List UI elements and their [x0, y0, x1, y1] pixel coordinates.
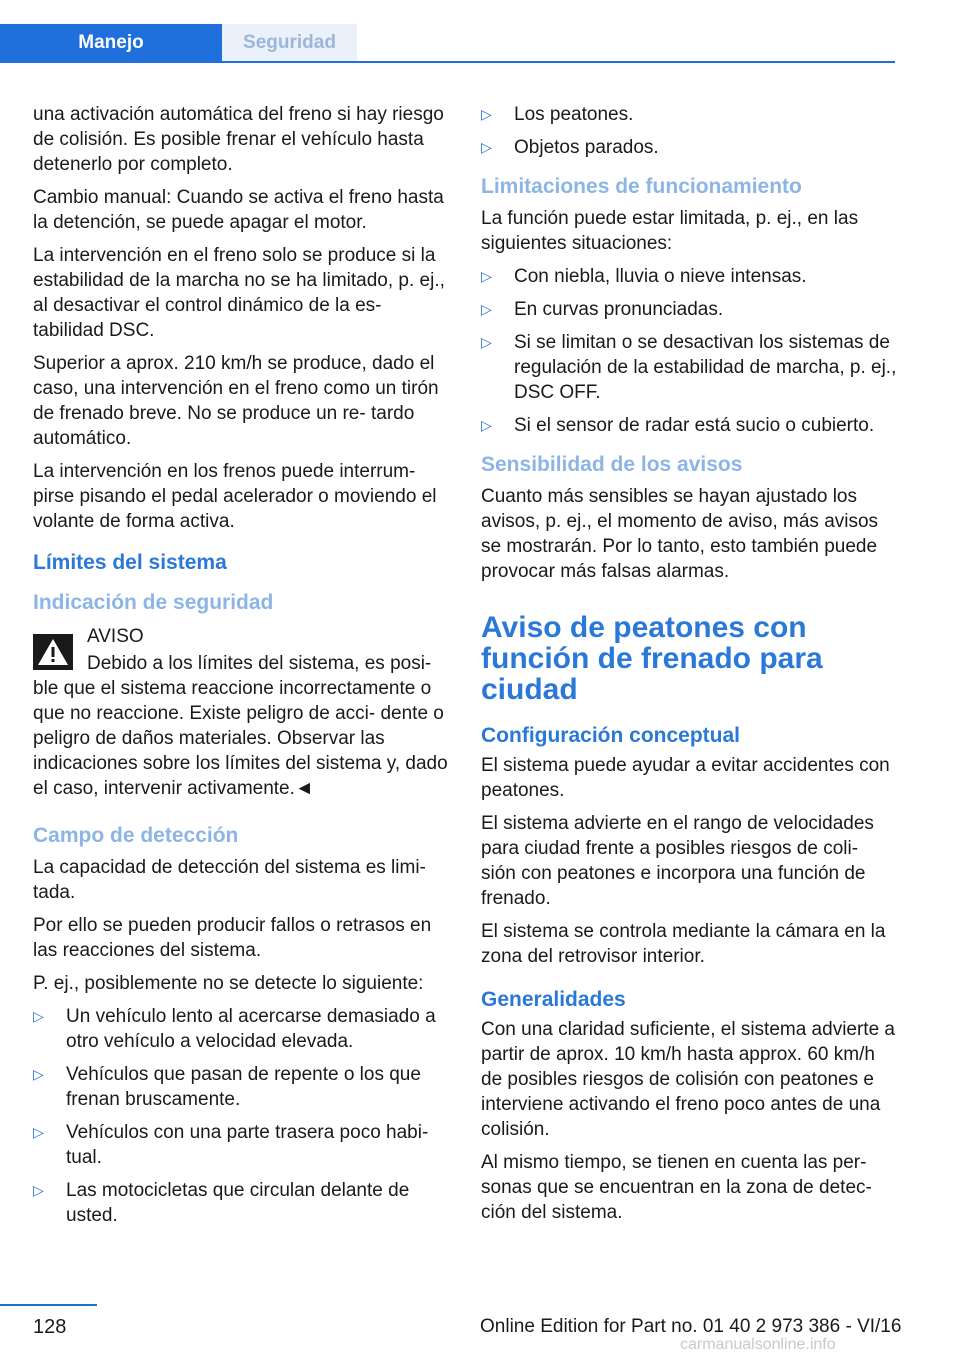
header-tabs: [0, 24, 895, 63]
list-item-text: Las motocicletas que circulan delante de usted.: [66, 1180, 410, 1226]
list-item-text: En curvas pronunciadas.: [514, 299, 724, 320]
triangle-bullet-icon: ▷: [481, 334, 492, 350]
triangle-bullet-icon: ▷: [481, 268, 492, 284]
warning-box: [33, 624, 449, 649]
heading-limitations: Limitaciones de funcionamiento: [481, 175, 802, 198]
paragraph: El sistema puede ayudar a evitar accidentes con peatones.: [481, 755, 890, 801]
list-item-text: Vehículos con una parte trasera poco habi‐ tual.: [66, 1122, 429, 1168]
paragraph: Cuanto más sensibles se hayan ajustado los avisos, p. ej., el momento de aviso, más avisos se mostrarán. Por lo tanto, esto también puede provocar más falsas alarmas.: [481, 486, 879, 582]
edition-text: Online Edition for Part no. 01 40 2 973 386 - VI/16: [480, 1316, 902, 1337]
list-item-text: Si el sensor de radar está sucio o cubierto.: [514, 415, 875, 436]
tab-manejo[interactable]: Manejo: [0, 24, 222, 61]
heading-system-limits: Límites del sistema: [33, 551, 227, 574]
heading-general: Generalidades: [481, 988, 626, 1011]
paragraph: Superior a aprox. 210 km/h se produce, dado el caso, una intervención en el freno como un tirón de frenado breve. No se produce un re‐ tardo automático.: [33, 353, 439, 449]
paragraph: La intervención en los frenos puede interrum‐ pirse pisando el pedal acelerador o moviendo el volante de forma activa.: [33, 461, 437, 532]
paragraph: La función puede estar limitada, p. ej., en las siguientes situaciones:: [481, 208, 859, 254]
paragraph: Al mismo tiempo, se tienen en cuenta las per‐ sonas que se encuentran en la zona de detec‐ ción del sistema.: [481, 1152, 872, 1223]
bullet-list: [33, 1004, 449, 1228]
paragraph: La intervención en el freno solo se produce si la estabilidad de la marcha no se ha limitado, p. ej., al desactivar el control dinámico de la es‐ tabilidad DSC.: [33, 245, 445, 341]
paragraph: Cambio manual: Cuando se activa el freno hasta la detención, se puede apagar el motor.: [33, 187, 444, 233]
paragraph: Con una claridad suficiente, el sistema advierte a partir de aprox. 10 km/h hasta approx. 60 km/h de posibles riesgos de colisión con peatones e interviene activando el freno poco antes de una colisión.: [481, 1019, 896, 1140]
heading-warning-sensitivity: Sensibilidad de los avisos: [481, 453, 743, 476]
triangle-bullet-icon: ▷: [481, 106, 492, 122]
triangle-bullet-icon: ▷: [481, 139, 492, 155]
warning-body: [33, 651, 449, 801]
bullet-list: [481, 102, 897, 160]
paragraph: El sistema advierte en el rango de velocidades para ciudad frente a posibles riesgos de coli‐ sión con peatones e incorpora una función de frenado.: [481, 813, 874, 909]
list-item-text: Si se limitan o se desactivan los sistemas de regulación de la estabilidad de marcha, p. ej., DSC OFF.: [514, 332, 897, 403]
list-item: [481, 413, 897, 438]
heading-pedestrian-warning: Aviso de peatones con función de frenado para ciudad: [481, 611, 823, 706]
footer-rule: [0, 1304, 97, 1306]
paragraph: El sistema se controla mediante la cámara en la zona del retrovisor interior.: [481, 921, 886, 967]
list-item: [481, 330, 897, 405]
list-item-text: Con niebla, lluvia o nieve intensas.: [514, 266, 807, 287]
triangle-bullet-icon: ▷: [33, 1182, 44, 1198]
list-item-text: Objetos parados.: [514, 137, 659, 158]
warning-triangle-icon: [33, 634, 73, 670]
list-item: [33, 1004, 449, 1054]
triangle-bullet-icon: ▷: [33, 1124, 44, 1140]
list-item-text: Los peatones.: [514, 104, 634, 125]
paragraph: Por ello se pueden producir fallos o retrasos en las reacciones del sistema.: [33, 915, 432, 961]
triangle-bullet-icon: ▷: [33, 1008, 44, 1024]
triangle-bullet-icon: ▷: [481, 417, 492, 433]
heading-concept: Configuración conceptual: [481, 724, 741, 747]
paragraph: P. ej., posiblemente no se detecte lo siguiente:: [33, 973, 424, 994]
warning-title: AVISO: [87, 626, 144, 647]
list-item: [33, 1178, 449, 1228]
list-item-text: Un vehículo lento al acercarse demasiado a otro vehículo a velocidad elevada.: [66, 1006, 436, 1052]
list-item-text: Vehículos que pasan de repente o los que frenan bruscamente.: [66, 1064, 421, 1110]
paragraph: La capacidad de detección del sistema es limi‐ tada.: [33, 857, 426, 903]
warning-body-text: Debido a los límites del sistema, es posi‐ ble que el sistema reaccione incorrectamente o que no reaccione. Existe peligro de acci‐ dente o peligro de daños materiales. Observar las indicaciones sobre los límites del sistema y, dado el caso, intervenir activamente.◄: [33, 653, 448, 799]
list-item: [481, 135, 897, 160]
watermark: carmanualsonline.info: [680, 1336, 836, 1353]
list-item: [481, 297, 897, 322]
list-item: [33, 1062, 449, 1112]
triangle-bullet-icon: ▷: [33, 1066, 44, 1082]
list-item: [481, 102, 897, 127]
heading-safety-note: Indicación de seguridad: [33, 591, 274, 614]
bullet-list: [481, 264, 897, 438]
page-number: 128: [33, 1316, 67, 1338]
left-column: [33, 102, 449, 1238]
list-item: [33, 1120, 449, 1170]
paragraph: una activación automática del freno si hay riesgo de colisión. Es posible frenar el vehículo hasta detenerlo por completo.: [33, 104, 444, 175]
right-column: [481, 102, 897, 1233]
heading-detection-field: Campo de detección: [33, 824, 239, 847]
tab-seguridad[interactable]: Seguridad: [222, 24, 357, 61]
list-item: [481, 264, 897, 289]
triangle-bullet-icon: ▷: [481, 301, 492, 317]
